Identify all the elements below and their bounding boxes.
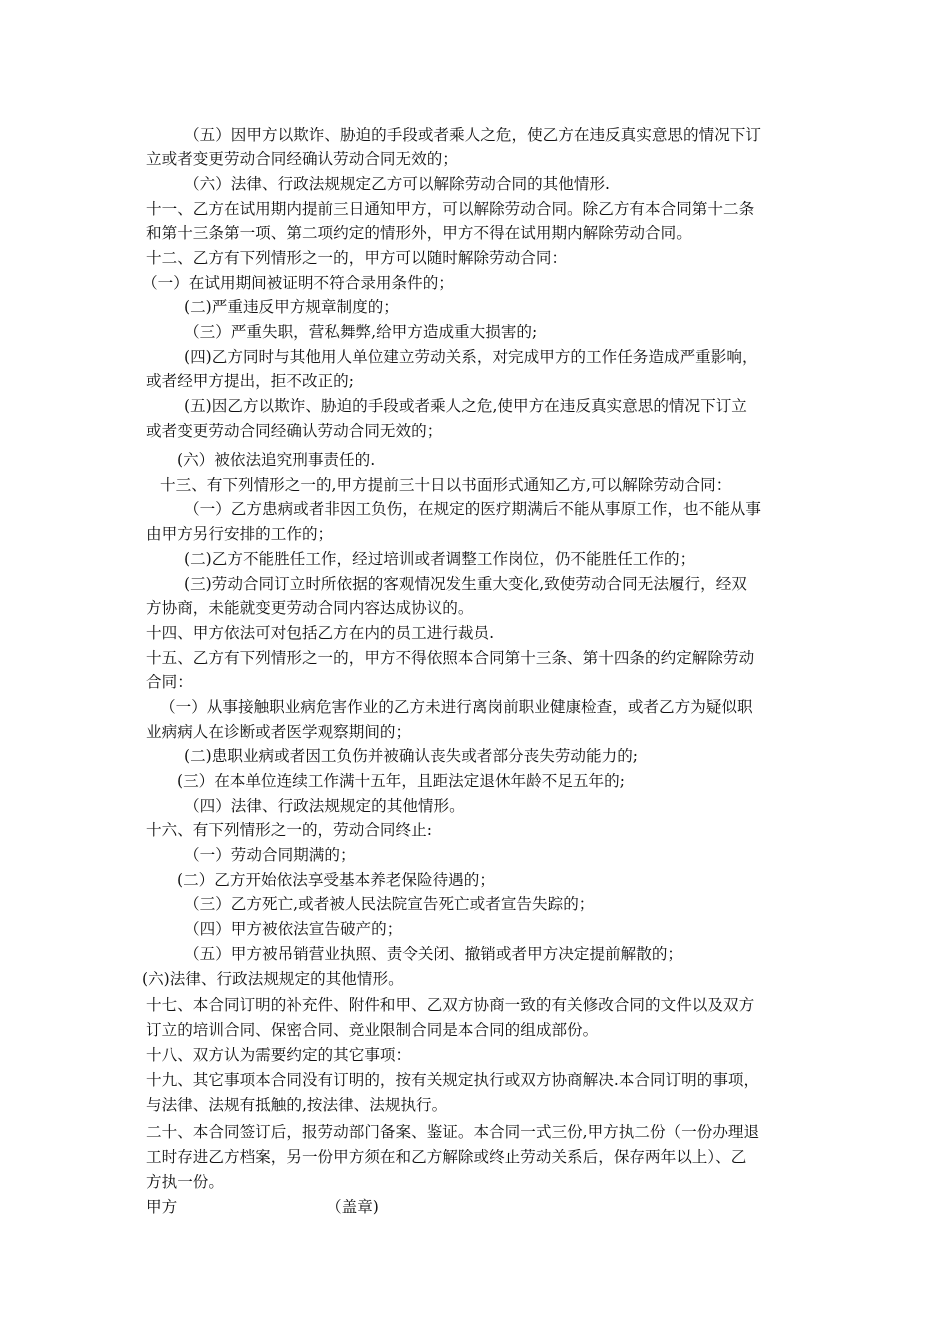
- text-line: 订立的培训合同、保密合同、竞业限制合同是本合同的组成部份。: [146, 1021, 599, 1039]
- text-line: （三）严重失职，营私舞弊,给甲方造成重大损害的;: [184, 323, 538, 341]
- text-line: (二)患职业病或者因工负伤并被确认丧失或者部分丧失劳动能力的;: [184, 747, 639, 765]
- text-line: 方执一份。: [146, 1173, 224, 1191]
- text-line: 十九、其它事项本合同没有订明的，按有关规定执行或双方协商解决.本合同订明的事项，: [146, 1071, 760, 1089]
- text-line: (六)法律、行政法规规定的其他情形。: [142, 970, 404, 988]
- text-line: 业病病人在诊断或者医学观察期间的；: [146, 723, 412, 741]
- text-line: 立或者变更劳动合同经确认劳动合同无效的；: [146, 150, 458, 168]
- party-a-label: 甲方: [146, 1198, 178, 1216]
- text-line: 二十、本合同签订后，报劳动部门备案、鉴证。本合同一式三份,甲方执二份（一份办理退: [146, 1123, 760, 1141]
- text-line: 或者变更劳动合同经确认劳动合同无效的；: [146, 422, 443, 440]
- text-line: 十七、本合同订明的补充件、附件和甲、乙双方协商一致的有关修改合同的文件以及双方: [146, 996, 755, 1014]
- text-line: （四）法律、行政法规规定的其他情形。: [184, 797, 465, 815]
- text-line: (四)乙方同时与其他用人单位建立劳动关系，对完成甲方的工作任务造成严重影响，: [184, 348, 758, 366]
- text-line: （一）在试用期间被证明不符合录用条件的；: [142, 274, 454, 292]
- text-line: （一）乙方患病或者非因工负伤，在规定的医疗期满后不能从事原工作，也不能从事: [184, 500, 761, 518]
- text-line: (五)因乙方以欺诈、胁迫的手段或者乘人之危,使甲方在违反真实意思的情况下订立: [184, 397, 747, 415]
- text-line: （五）甲方被吊销营业执照、责令关闭、撤销或者甲方决定提前解散的；: [184, 945, 684, 963]
- text-line: 十二、乙方有下列情形之一的，甲方可以随时解除劳动合同：: [146, 249, 568, 267]
- text-line: (三）在本单位连续工作满十五年，且距法定退休年龄不足五年的;: [177, 772, 625, 790]
- text-line: 十五、乙方有下列情形之一的，甲方不得依照本合同第十三条、第十四条的约定解除劳动: [146, 649, 755, 667]
- text-line: 或者经甲方提出，拒不改正的;: [146, 372, 354, 390]
- text-line: 十八、双方认为需要约定的其它事项：: [146, 1046, 412, 1064]
- text-line: 合同：: [146, 673, 193, 691]
- text-line: 由甲方另行安排的工作的；: [146, 525, 334, 543]
- text-line: (二）乙方开始依法享受基本养老保险待遇的；: [177, 871, 495, 889]
- text-line: （三）乙方死亡,或者被人民法院宣告死亡或者宣告失踪的；: [184, 895, 595, 913]
- text-line: 十三、有下列情形之一的,甲方提前三十日以书面形式通知乙方,可以解除劳动合同：: [160, 476, 732, 494]
- text-line: （六）法律、行政法规规定乙方可以解除劳动合同的其他情形.: [184, 175, 610, 193]
- text-line: (二)乙方不能胜任工作，经过培训或者调整工作岗位，仍不能胜任工作的；: [184, 550, 696, 568]
- text-line: (二)严重违反甲方规章制度的；: [184, 298, 399, 316]
- text-line: 十四、甲方依法可对包括乙方在内的员工进行裁员.: [146, 624, 495, 642]
- text-line: 方协商，未能就变更劳动合同内容达成协议的。: [146, 599, 474, 617]
- text-line: (六）被依法追究刑事责任的.: [177, 451, 376, 469]
- text-line: （一）从事接触职业病危害作业的乙方未进行离岗前职业健康检查，或者乙方为疑似职: [160, 698, 753, 716]
- text-line: （五）因甲方以欺诈、胁迫的手段或者乘人之危，使乙方在违反真实意思的情况下订: [184, 126, 761, 144]
- text-line: （一）劳动合同期满的；: [184, 846, 356, 864]
- text-line: 工时存进乙方档案，另一份甲方须在和乙方解除或终止劳动关系后，保存两年以上）、乙: [146, 1148, 747, 1166]
- signature-block: [146, 1196, 379, 1218]
- text-line: 十一、乙方在试用期内提前三日通知甲方，可以解除劳动合同。除乙方有本合同第十二条: [146, 200, 755, 218]
- text-line: （四）甲方被依法宣告破产的；: [184, 920, 403, 938]
- seal-label: （盖章): [326, 1198, 379, 1216]
- text-line: (三)劳动合同订立时所依据的客观情况发生重大变化,致使劳动合同无法履行，经双: [184, 575, 747, 593]
- text-line: 十六、有下列情形之一的，劳动合同终止:: [146, 821, 432, 839]
- text-line: 和第十三条第一项、第二项约定的情形外，甲方不得在试用期内解除劳动合同。: [146, 224, 692, 242]
- text-line: 与法律、法规有抵触的,按法律、法规执行。: [146, 1096, 448, 1114]
